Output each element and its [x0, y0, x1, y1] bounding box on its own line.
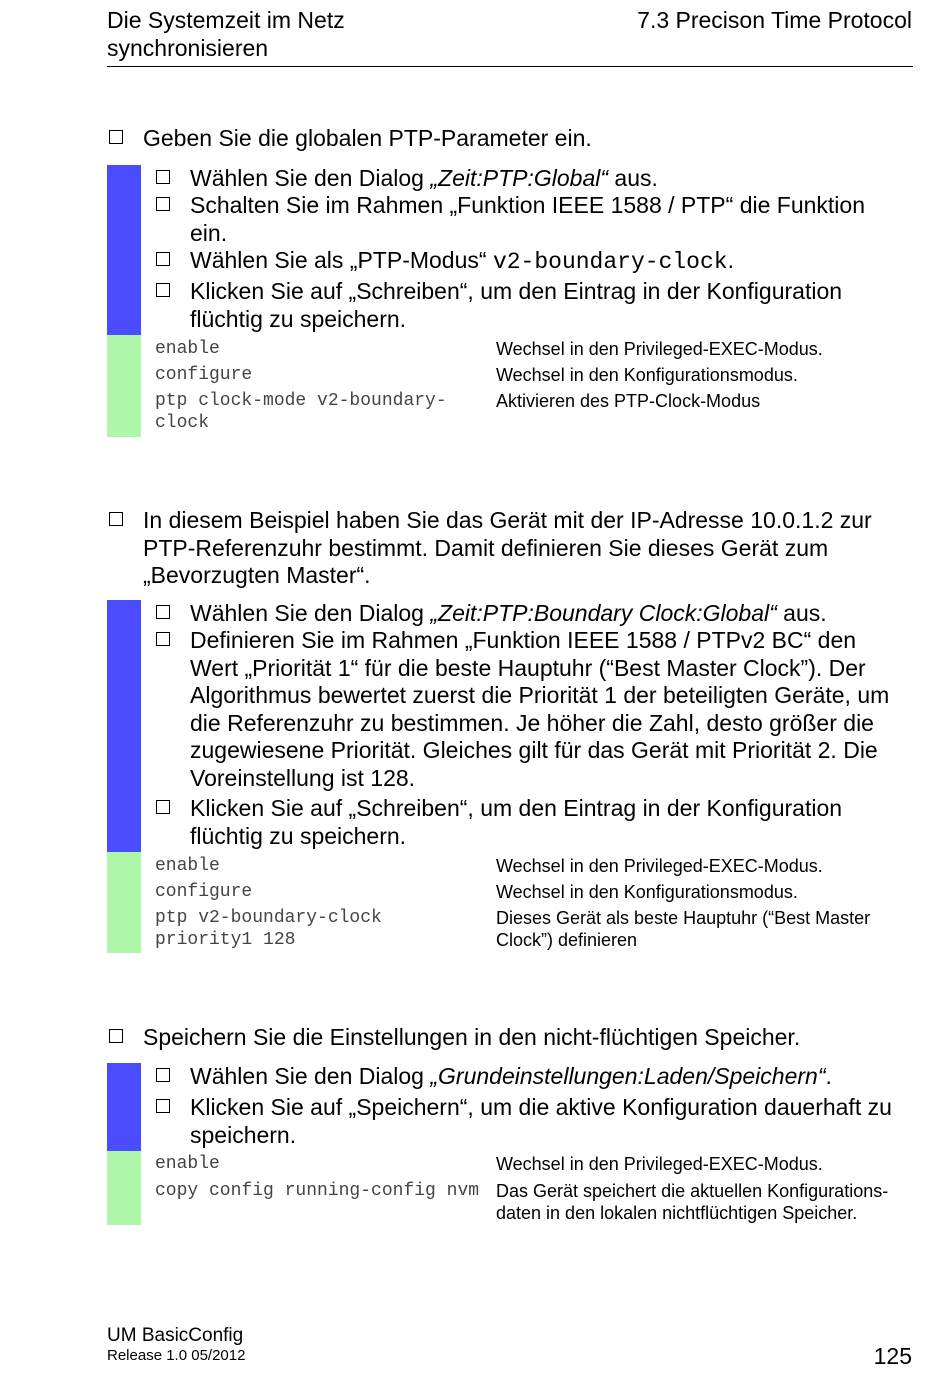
cli-instructions-bar: [107, 852, 141, 953]
checkbox-icon: [156, 1099, 170, 1113]
step-text: In diesem Beispiel haben Sie das Gerät mit der IP-Adresse 10.0.1.2 zur PTP-Referenzuhr bestimmt. Damit definieren Sie dieses Gerät zum „Bevorzugten Master“.: [143, 507, 872, 588]
checkbox-icon: [156, 197, 170, 211]
footer-release: Release 1.0 05/2012: [107, 1347, 246, 1364]
cli-description: Wechsel in den Konfigurationsmodus.: [496, 365, 798, 385]
cli-description: Das Gerät speichert die aktuellen Konfigurations-daten in den lokalen nichtflüchtigen Speicher.: [496, 1181, 889, 1223]
cli-description: Aktivieren des PTP-Clock-Modus: [496, 391, 761, 411]
substep-enable-function: [156, 192, 906, 247]
checkbox-icon: [156, 605, 170, 619]
cli-description: Wechsel in den Konfigurationsmodus.: [496, 882, 798, 902]
cli-command: enable: [155, 1154, 220, 1174]
checkbox-icon: [156, 283, 170, 297]
section-title: 7.3 Precison Time Protocol: [637, 7, 912, 33]
step-global-ptp-parameters: [109, 125, 909, 153]
checkbox-icon: [156, 170, 170, 184]
cli-command: enable: [155, 339, 220, 359]
step-text: Geben Sie die globalen PTP-Parameter ein.: [143, 125, 592, 151]
cli-instructions-bar: [107, 335, 141, 437]
substep-text: .: [825, 1063, 832, 1089]
cli-description: Wechsel in den Privileged-EXEC-Modus.: [496, 856, 823, 876]
cli-command: enable: [155, 856, 220, 876]
substep-text: Klicken Sie auf „Speichern“, um die aktive Konfiguration dauerhaft zu speichern.: [190, 1094, 892, 1148]
substep-text: Wählen Sie den Dialog: [190, 600, 431, 626]
substep-select-dialog: [156, 600, 906, 628]
substep-text: aus.: [776, 600, 827, 626]
chapter-title: Die Systemzeit im Netz synchronisieren: [107, 7, 345, 61]
cli-description: Wechsel in den Privileged-EXEC-Modus.: [496, 339, 823, 359]
substep-text: Wählen Sie den Dialog: [190, 1063, 431, 1089]
cli-command: ptp clock-mode v2-boundary-clock: [155, 391, 447, 433]
substep-text: Definieren Sie im Rahmen „Funktion IEEE 1588 / PTPv2 BC“ den Wert „Priorität 1“ für die beste Hauptuhr (“Best Master Clock”). Der Algorithmus bewertet zuerst die Priorität 1 der beteiligten Geräte, um die Referenzuhr zu bestimmen. Je höher die Zahl, desto größer die zugewiesene Priorität. Gleiches gilt für das Gerät mit Priorität 2. Die Voreinstellung ist 128.: [190, 627, 890, 791]
substep-text: Klicken Sie auf „Schreiben“, um den Eintrag in der Konfiguration flüchtig zu speichern.: [190, 278, 843, 332]
dialog-path: „Grundeinstellungen:Laden/Speichern“: [430, 1063, 826, 1089]
step-text: Speichern Sie die Einstellungen in den nicht-flüchtigen Speicher.: [143, 1024, 801, 1050]
checkbox-icon: [109, 1029, 123, 1043]
step-preferred-master: [109, 507, 909, 590]
cli-description: Wechsel in den Privileged-EXEC-Modus.: [496, 1154, 823, 1174]
page-number: 125: [873, 1343, 912, 1369]
dialog-path: „Zeit:PTP:Boundary Clock:Global“: [430, 600, 777, 626]
substep-text: aus.: [608, 165, 658, 191]
cli-command: configure: [155, 365, 253, 385]
substep-select-dialog: [156, 165, 906, 193]
checkbox-icon: [156, 1068, 170, 1082]
gui-instructions-bar: [107, 600, 141, 852]
footer-manual-title: UM BasicConfig: [107, 1325, 244, 1346]
substep-text: Klicken Sie auf „Schreiben“, um den Eintrag in der Konfiguration flüchtig zu speichern.: [190, 795, 843, 849]
step-save-nonvolatile: [109, 1024, 909, 1052]
checkbox-icon: [109, 130, 123, 144]
checkbox-icon: [156, 252, 170, 266]
substep-text: .: [727, 247, 734, 273]
gui-instructions-bar: [107, 1063, 141, 1151]
substep-text: Wählen Sie als „PTP-Modus“: [190, 247, 493, 273]
substep-click-write: [156, 795, 906, 850]
substep-click-write: [156, 278, 906, 333]
substep-click-save: [156, 1094, 906, 1149]
header-divider: [107, 66, 913, 67]
checkbox-icon: [156, 800, 170, 814]
substep-text: Schalten Sie im Rahmen „Funktion IEEE 1588 / PTP“ die Funktion ein.: [190, 192, 865, 246]
cli-command: copy config running-config nvm: [155, 1181, 480, 1201]
dialog-path: „Zeit:PTP:Global“: [430, 165, 609, 191]
cli-command: configure: [155, 882, 253, 902]
substep-define-priority: [156, 627, 906, 792]
cli-instructions-bar: [107, 1151, 141, 1225]
checkbox-icon: [109, 512, 123, 526]
checkbox-icon: [156, 632, 170, 646]
cli-command: ptp v2-boundary-clock priority1 128: [155, 908, 382, 950]
substep-text: Wählen Sie den Dialog: [190, 165, 431, 191]
substep-select-mode: [156, 247, 906, 277]
gui-instructions-bar: [107, 165, 141, 335]
mode-value: v2-boundary-clock: [492, 249, 728, 275]
substep-select-dialog: [156, 1063, 906, 1091]
cli-description: Dieses Gerät als beste Hauptuhr (“Best Master Clock”) definieren: [496, 908, 871, 950]
